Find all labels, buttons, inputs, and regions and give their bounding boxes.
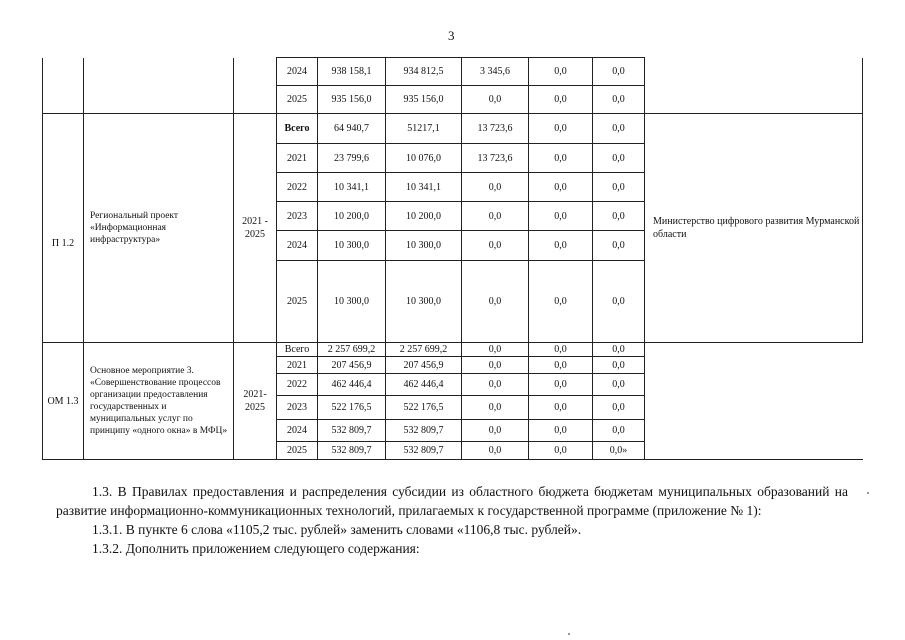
value-cell: 0,0 [462, 173, 529, 202]
value-cell: 522 176,5 [386, 396, 462, 420]
value-cell: 10 300,0 [386, 231, 462, 261]
value-cell: 0,0 [593, 114, 645, 144]
value-cell: 0,0 [529, 202, 593, 231]
code-cell: П 1.2 [43, 114, 84, 343]
period-cell: 2021- 2025 [234, 343, 277, 460]
table-row [43, 343, 863, 357]
value-cell: 0,0 [529, 58, 593, 86]
value-cell: 0,0 [462, 420, 529, 442]
total-cell: 10 341,1 [318, 173, 386, 202]
value-cell: 0,0 [529, 261, 593, 343]
scan-speck [568, 633, 570, 635]
value-cell: 0,0 [462, 343, 529, 357]
paragraph-1-3-1: 1.3.1. В пункте 6 слова «1105,2 тыс. рублей» заменить словами «1106,8 тыс. рублей». [92, 522, 582, 537]
value-cell: 532 809,7 [386, 442, 462, 460]
year-cell: 2021 [277, 144, 318, 173]
value-cell: 0,0 [462, 357, 529, 374]
period-cell: 2021 - 2025 [234, 114, 277, 343]
value-cell: 0,0 [529, 144, 593, 173]
executor-cell [645, 58, 863, 114]
value-cell: 0,0 [462, 396, 529, 420]
value-cell: 0,0 [593, 231, 645, 261]
value-cell: 462 446,4 [386, 374, 462, 396]
code-cell [43, 58, 84, 114]
total-cell: 532 809,7 [318, 442, 386, 460]
scan-speck [867, 492, 869, 494]
total-cell: 207 456,9 [318, 357, 386, 374]
description-cell: Основное мероприятие 3. «Совершенствование процессов организации предоставления государственных и муниципальных услуг по принципу «одного окна» в МФЦ» [84, 343, 234, 460]
value-cell: 10 341,1 [386, 173, 462, 202]
total-cell: 10 300,0 [318, 261, 386, 343]
value-cell: 0,0 [593, 420, 645, 442]
value-cell: 0,0 [529, 231, 593, 261]
value-cell: 10 200,0 [386, 202, 462, 231]
value-cell: 0,0 [593, 173, 645, 202]
total-cell: 23 799,6 [318, 144, 386, 173]
paragraph-1-3-2: 1.3.2. Дополнить приложением следующего содержания: [92, 541, 420, 556]
period-cell [234, 58, 277, 114]
value-cell: 10 300,0 [386, 261, 462, 343]
value-cell: 0,0 [593, 144, 645, 173]
page-number: 3 [448, 28, 455, 43]
value-cell: 0,0 [529, 173, 593, 202]
value-cell: 3 345,6 [462, 58, 529, 86]
value-cell: 2 257 699,2 [386, 343, 462, 357]
amendment-text [56, 482, 848, 558]
value-cell: 0,0 [529, 357, 593, 374]
value-cell: 0,0» [593, 442, 645, 460]
value-cell: 0,0 [462, 202, 529, 231]
total-cell: 935 156,0 [318, 86, 386, 114]
value-cell: 0,0 [462, 231, 529, 261]
year-cell: 2025 [277, 261, 318, 343]
value-cell: 0,0 [593, 374, 645, 396]
description-cell [84, 58, 234, 114]
total-cell: 522 176,5 [318, 396, 386, 420]
total-cell: 462 446,4 [318, 374, 386, 396]
value-cell: 0,0 [462, 374, 529, 396]
value-cell: 0,0 [529, 343, 593, 357]
value-cell: 0,0 [529, 114, 593, 144]
year-cell: 2024 [277, 231, 318, 261]
value-cell: 10 076,0 [386, 144, 462, 173]
value-cell: 0,0 [529, 86, 593, 114]
year-cell: Всего [277, 343, 318, 357]
total-cell: 64 940,7 [318, 114, 386, 144]
executor-cell [645, 343, 863, 460]
code-cell: ОМ 1.3 [43, 343, 84, 460]
value-cell: 0,0 [593, 58, 645, 86]
paragraph-1-3: 1.3. В Правилах предоставления и распределения субсидии из областного бюджета бюджетам муниципальных образований на развитие информационно-коммуникационных технологий, прилагаемых к государственной программе (приложение № 1): [56, 484, 848, 518]
total-cell: 2 257 699,2 [318, 343, 386, 357]
value-cell: 0,0 [462, 261, 529, 343]
table-row [43, 58, 863, 86]
value-cell: 207 456,9 [386, 357, 462, 374]
value-cell: 0,0 [529, 420, 593, 442]
value-cell: 934 812,5 [386, 58, 462, 86]
year-cell: Всего [277, 114, 318, 144]
total-cell: 532 809,7 [318, 420, 386, 442]
value-cell: 13 723,6 [462, 144, 529, 173]
total-cell: 938 158,1 [318, 58, 386, 86]
value-cell: 0,0 [462, 442, 529, 460]
year-cell: 2023 [277, 202, 318, 231]
year-cell: 2023 [277, 396, 318, 420]
value-cell: 0,0 [593, 86, 645, 114]
value-cell: 0,0 [593, 357, 645, 374]
executor-cell: Министерство цифрового развития Мурманской области [645, 114, 863, 343]
value-cell: 0,0 [462, 86, 529, 114]
value-cell: 13 723,6 [462, 114, 529, 144]
value-cell: 0,0 [593, 396, 645, 420]
table-row [43, 114, 863, 144]
budget-table [42, 57, 863, 460]
year-cell: 2025 [277, 442, 318, 460]
value-cell: 935 156,0 [386, 86, 462, 114]
value-cell: 51217,1 [386, 114, 462, 144]
year-cell: 2025 [277, 86, 318, 114]
value-cell: 0,0 [593, 202, 645, 231]
value-cell: 0,0 [529, 442, 593, 460]
total-cell: 10 300,0 [318, 231, 386, 261]
value-cell: 532 809,7 [386, 420, 462, 442]
year-cell: 2024 [277, 58, 318, 86]
year-cell: 2021 [277, 357, 318, 374]
total-cell: 10 200,0 [318, 202, 386, 231]
value-cell: 0,0 [593, 343, 645, 357]
value-cell: 0,0 [593, 261, 645, 343]
value-cell: 0,0 [529, 396, 593, 420]
year-cell: 2022 [277, 173, 318, 202]
year-cell: 2022 [277, 374, 318, 396]
description-cell: Региональный проект «Информационная инфраструктура» [84, 114, 234, 343]
value-cell: 0,0 [529, 374, 593, 396]
year-cell: 2024 [277, 420, 318, 442]
